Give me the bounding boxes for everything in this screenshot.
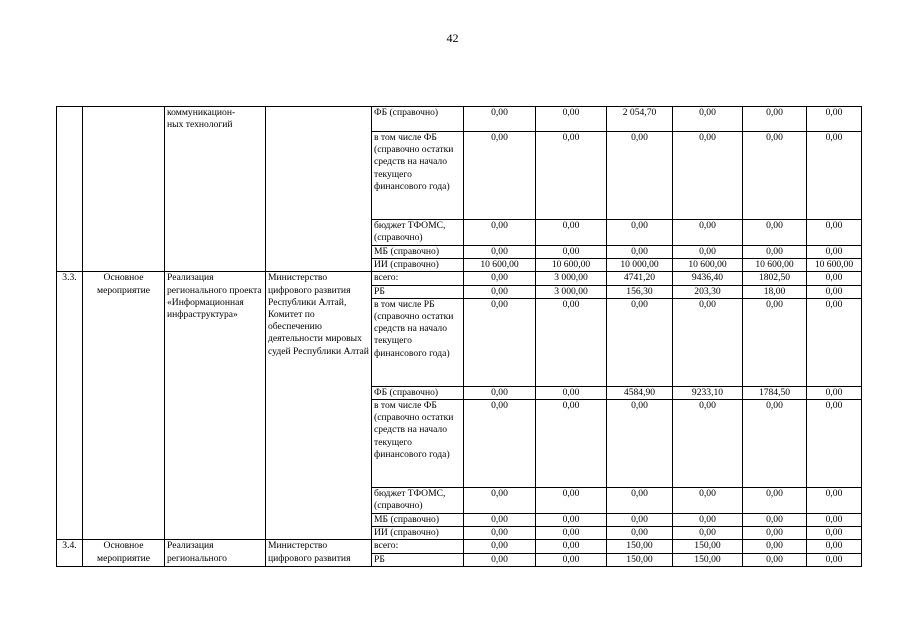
value-cell: 0,00 <box>536 514 607 527</box>
top-block <box>57 107 862 272</box>
value-cell: 0,00 <box>607 527 673 540</box>
value-cell: 0,00 <box>743 400 807 488</box>
value-cell: 0,00 <box>536 132 607 220</box>
value-cell: 0,00 <box>673 400 743 488</box>
value-cell: 0,00 <box>807 107 862 132</box>
value-cell: 4741,20 <box>607 272 673 285</box>
type-cell <box>83 107 165 272</box>
funding-source: МБ (справочно) <box>372 246 464 259</box>
funding-source: в том числе ФБ (справочно остатки средств на начало текущего финансового года) <box>372 132 464 220</box>
row-number: 3.4. <box>57 540 83 566</box>
value-cell: 9233,10 <box>673 386 743 399</box>
executor-name: Министерство цифрового развития <box>266 540 372 566</box>
value-cell: 0,00 <box>464 527 536 540</box>
value-cell: 150,00 <box>607 553 673 566</box>
value-cell: 0,00 <box>807 400 862 488</box>
value-cell: 0,00 <box>807 285 862 298</box>
value-cell: 0,00 <box>807 132 862 220</box>
value-cell: 0,00 <box>536 488 607 514</box>
funding-source: ИИ (справочно) <box>372 259 464 272</box>
activity-name-cell: коммуникацион- ных технологий <box>165 107 266 272</box>
funding-source: бюджет ТФОМС, (справочно) <box>372 220 464 246</box>
value-cell: 0,00 <box>673 488 743 514</box>
funding-source: ИИ (справочно) <box>372 527 464 540</box>
activity-type: Основное мероприятие <box>83 272 165 540</box>
row-number: 3.3. <box>57 272 83 540</box>
value-cell: 3 000,00 <box>536 285 607 298</box>
value-cell: 0,00 <box>673 514 743 527</box>
funding-source: РБ <box>372 285 464 298</box>
value-cell: 0,00 <box>607 488 673 514</box>
funding-source: ФБ (справочно) <box>372 386 464 399</box>
value-cell: 0,00 <box>807 386 862 399</box>
value-cell: 0,00 <box>743 553 807 566</box>
value-cell: 0,00 <box>743 527 807 540</box>
block-3-4 <box>57 540 862 566</box>
value-cell: 0,00 <box>607 298 673 386</box>
value-cell: 0,00 <box>464 220 536 246</box>
value-cell: 156,30 <box>607 285 673 298</box>
value-cell: 0,00 <box>743 220 807 246</box>
value-cell: 0,00 <box>607 220 673 246</box>
funding-source: в том числе РБ (справочно остатки средств на начало текущего финансового года) <box>372 298 464 386</box>
value-cell: 0,00 <box>464 285 536 298</box>
value-cell: 0,00 <box>536 553 607 566</box>
value-cell: 10 600,00 <box>673 259 743 272</box>
value-cell: 0,00 <box>807 540 862 553</box>
value-cell: 0,00 <box>464 246 536 259</box>
value-cell: 0,00 <box>607 514 673 527</box>
value-cell: 18,00 <box>743 285 807 298</box>
value-cell: 150,00 <box>607 540 673 553</box>
value-cell: 0,00 <box>673 527 743 540</box>
value-cell: 10 000,00 <box>607 259 673 272</box>
value-cell: 0,00 <box>536 540 607 553</box>
funding-source: бюджет ТФОМС, (справочно) <box>372 488 464 514</box>
value-cell: 0,00 <box>536 107 607 132</box>
executor-cell <box>266 107 372 272</box>
funding-source: всего: <box>372 540 464 553</box>
value-cell: 0,00 <box>807 298 862 386</box>
value-cell: 0,00 <box>743 514 807 527</box>
number-cell <box>57 107 83 272</box>
value-cell: 0,00 <box>536 220 607 246</box>
value-cell: 0,00 <box>464 400 536 488</box>
value-cell: 0,00 <box>607 132 673 220</box>
table-row <box>57 540 862 553</box>
value-cell: 0,00 <box>536 298 607 386</box>
value-cell: 150,00 <box>673 553 743 566</box>
value-cell: 0,00 <box>464 107 536 132</box>
value-cell: 0,00 <box>807 514 862 527</box>
value-cell: 0,00 <box>607 400 673 488</box>
value-cell: 0,00 <box>673 298 743 386</box>
value-cell: 0,00 <box>743 107 807 132</box>
value-cell: 0,00 <box>807 527 862 540</box>
value-cell: 10 600,00 <box>807 259 862 272</box>
value-cell: 203,30 <box>673 285 743 298</box>
value-cell: 0,00 <box>536 386 607 399</box>
budget-table <box>56 106 862 567</box>
value-cell: 4584,90 <box>607 386 673 399</box>
value-cell: 1802,50 <box>743 272 807 285</box>
activity-name: Реализация регионального проекта «Информационная инфраструктура» <box>165 272 266 540</box>
value-cell: 0,00 <box>464 488 536 514</box>
activity-name: Реализация регионального <box>165 540 266 566</box>
value-cell: 2 054,70 <box>607 107 673 132</box>
value-cell: 0,00 <box>743 246 807 259</box>
value-cell: 0,00 <box>464 386 536 399</box>
value-cell: 0,00 <box>536 400 607 488</box>
table-row <box>57 107 862 132</box>
value-cell: 0,00 <box>464 514 536 527</box>
value-cell: 0,00 <box>673 107 743 132</box>
block-3-3 <box>57 272 862 540</box>
value-cell: 10 600,00 <box>743 259 807 272</box>
table-row <box>57 272 862 285</box>
value-cell: 0,00 <box>743 132 807 220</box>
value-cell: 0,00 <box>464 132 536 220</box>
funding-source: ФБ (справочно) <box>372 107 464 132</box>
executor-name: Министерство цифрового развития Республики Алтай, Комитет по обеспечению деятельности мировых судей Республики Алтай <box>266 272 372 540</box>
value-cell: 0,00 <box>536 246 607 259</box>
value-cell: 0,00 <box>807 272 862 285</box>
funding-source: МБ (справочно) <box>372 514 464 527</box>
value-cell: 10 600,00 <box>464 259 536 272</box>
value-cell: 150,00 <box>673 540 743 553</box>
value-cell: 0,00 <box>807 246 862 259</box>
funding-source: всего: <box>372 272 464 285</box>
value-cell: 0,00 <box>743 298 807 386</box>
value-cell: 0,00 <box>743 540 807 553</box>
funding-source: в том числе ФБ (справочно остатки средств на начало текущего финансового года) <box>372 400 464 488</box>
value-cell: 0,00 <box>807 220 862 246</box>
value-cell: 0,00 <box>464 553 536 566</box>
value-cell: 0,00 <box>673 132 743 220</box>
value-cell: 0,00 <box>673 246 743 259</box>
value-cell: 0,00 <box>464 540 536 553</box>
activity-type: Основное мероприятие <box>83 540 165 566</box>
value-cell: 0,00 <box>673 220 743 246</box>
value-cell: 10 600,00 <box>536 259 607 272</box>
value-cell: 0,00 <box>536 527 607 540</box>
value-cell: 0,00 <box>464 298 536 386</box>
value-cell: 1784,50 <box>743 386 807 399</box>
value-cell: 0,00 <box>607 246 673 259</box>
value-cell: 0,00 <box>807 488 862 514</box>
funding-source: РБ <box>372 553 464 566</box>
page-number: 42 <box>446 31 459 45</box>
value-cell: 0,00 <box>807 553 862 566</box>
value-cell: 0,00 <box>743 488 807 514</box>
value-cell: 9436,40 <box>673 272 743 285</box>
value-cell: 3 000,00 <box>536 272 607 285</box>
value-cell: 0,00 <box>464 272 536 285</box>
